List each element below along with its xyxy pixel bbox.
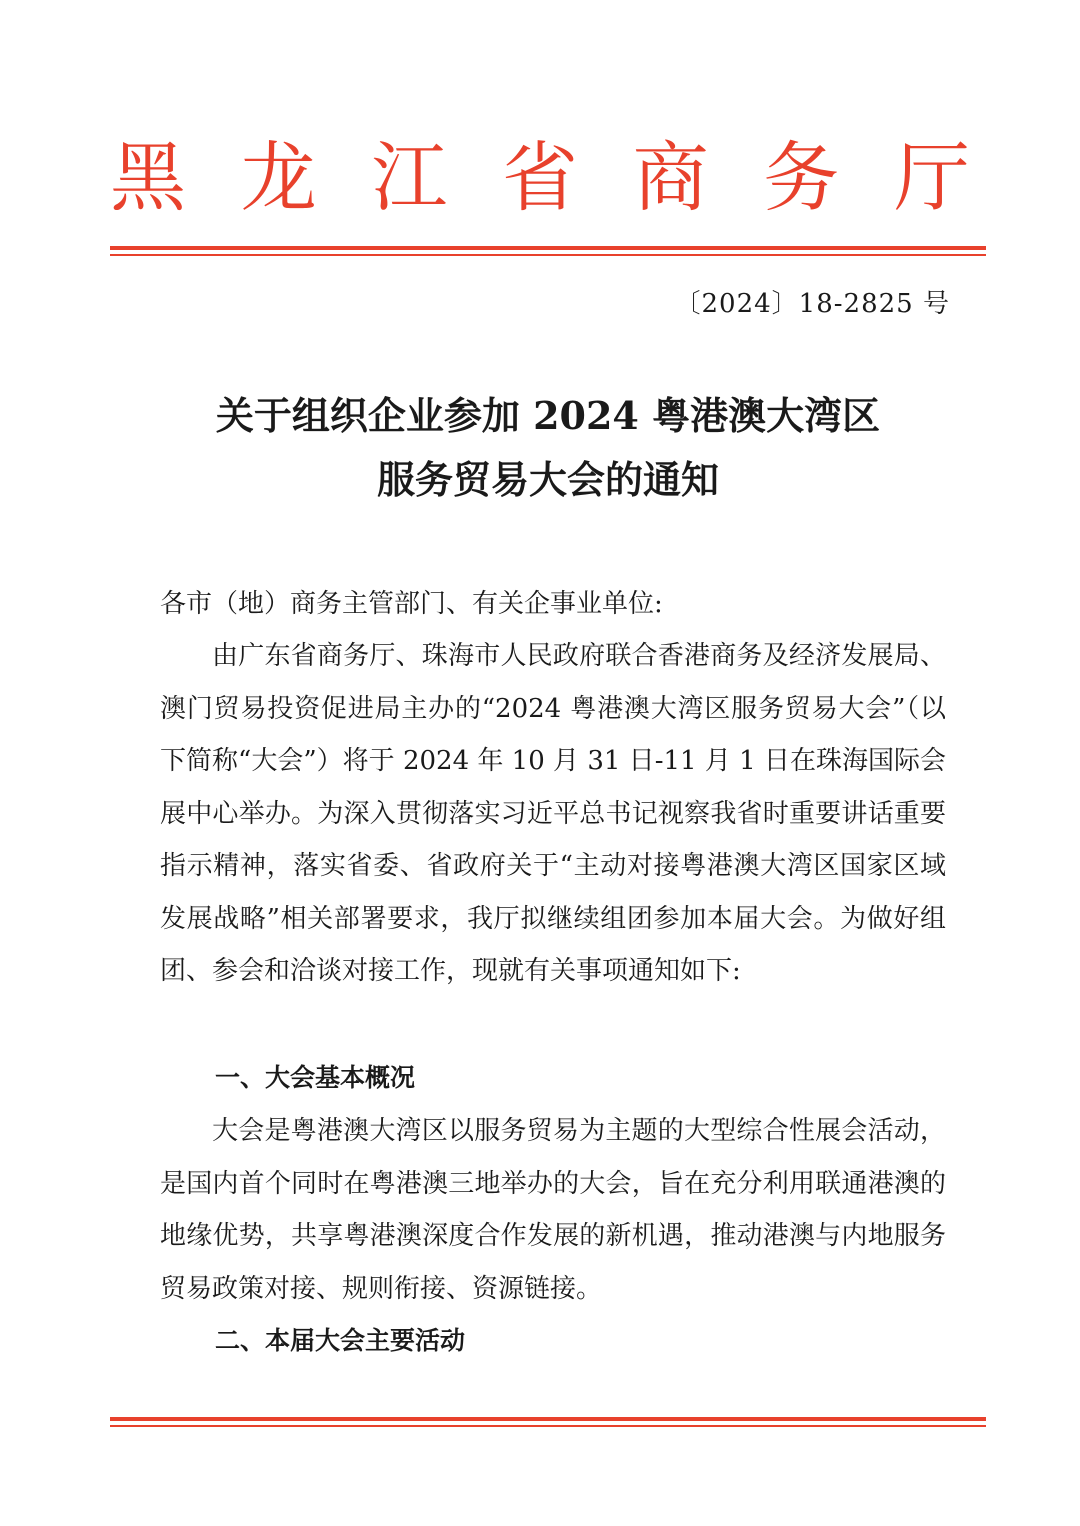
header-char: 黑 [110,133,186,222]
title-line-2: 服务贸易大会的通知 [376,457,719,502]
header-char: 龙 [240,133,317,222]
header-char: 商 [632,133,709,222]
section-1-paragraph: 大会是粤港澳大湾区以服务贸易为主题的大型综合性展会活动，是国内首个同时在粤港澳三地举办的大会，旨在充分利用联通港澳的地缘优势，共享粤港澳深度合作发展的新机遇，推动港澳与内地服务贸易政策对接、规则衔接、资源链接。 [160,1116,946,1304]
intro-paragraph: 由广东省商务厅、珠海市人民政府联合香港商务及经济发展局、澳门贸易投资促进局主办的“2024 粤港澳大湾区服务贸易大会”（以下简称“大会”）将于 2024 年 10 月 31 日-11 月 1 日在珠海国际会展中心举办。为深入贯彻落实习近平总书记视察我省时重要讲话重要指示精神，落实省委、省政府关于“主动对接粤港澳大湾区国家区域发展战略”相关部署要求，我厅拟继续组团参加本届大会。为做好组团、参会和洽谈对接工作，现就有关事项通知如下: [160,641,946,986]
salutation: 各市（地）商务主管部门、有关企事业单位: [160,589,663,619]
header-char: 厅 [893,133,970,222]
document-number: 〔2024〕18-2825 号 [674,289,950,319]
header-char: 务 [763,133,840,222]
footer-divider [110,1417,986,1427]
issuing-authority-header [110,128,970,228]
document-title [110,384,986,512]
title-line-1: 关于组织企业参加 2024 粤港澳大湾区 [215,393,881,438]
header-char: 江 [371,133,448,222]
section-1-heading: 一、大会基本概况 [215,1063,416,1092]
section-2-heading: 二、本届大会主要活动 [215,1326,466,1355]
header-char: 省 [501,133,578,222]
header-divider [110,246,986,256]
